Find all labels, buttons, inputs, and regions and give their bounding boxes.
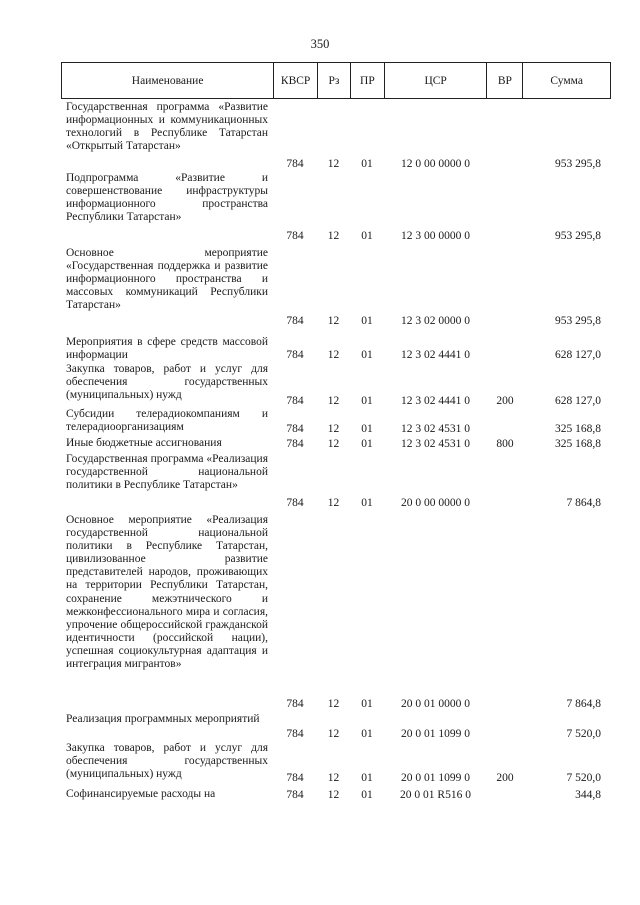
cell-kvsr: 784 <box>286 423 304 435</box>
row-name: Мероприятия в сфере средств массовой информации <box>66 336 268 362</box>
cell-rz: 12 <box>327 497 340 509</box>
row-name: Субсидии телерадиокомпаниям и телерадиоорганизациям <box>66 408 268 434</box>
table-header <box>61 62 611 99</box>
cell-sum: 628 127,0 <box>555 349 601 361</box>
table-row <box>61 408 611 436</box>
cell-csr: 20 0 01 R516 0 <box>400 789 471 801</box>
row-values <box>61 727 611 741</box>
row-values <box>61 771 611 785</box>
cell-csr: 20 0 01 1099 0 <box>401 772 470 784</box>
header-kvsr: КВСР <box>273 63 317 98</box>
cell-kvsr: 784 <box>286 158 304 170</box>
cell-pr: 01 <box>361 158 373 170</box>
cell-rz: 12 <box>327 349 340 361</box>
cell-sum: 953 295,8 <box>555 230 601 242</box>
cell-rz: 12 <box>327 395 340 407</box>
cell-rz: 12 <box>327 230 340 242</box>
cell-csr: 12 3 02 4531 0 <box>401 438 470 450</box>
cell-pr: 01 <box>361 395 373 407</box>
cell-csr: 12 0 00 0000 0 <box>401 158 470 170</box>
row-name: Софинансируемые расходы на <box>66 788 216 800</box>
cell-sum: 953 295,8 <box>555 315 601 327</box>
cell-csr: 20 0 01 0000 0 <box>401 698 470 710</box>
row-values <box>61 314 611 328</box>
cell-csr: 12 3 02 4441 0 <box>401 395 470 407</box>
cell-pr: 01 <box>361 772 373 784</box>
table-row <box>61 247 611 328</box>
header-pr: ПР <box>350 63 384 98</box>
cell-kvsr: 784 <box>286 497 304 509</box>
table-row <box>61 453 611 510</box>
table-row <box>61 101 611 171</box>
row-name: Реализация программных мероприятий <box>66 713 260 725</box>
row-values <box>61 394 611 408</box>
row-values <box>61 788 611 802</box>
row-values <box>61 697 611 711</box>
row-name: Иные бюджетные ассигнования <box>66 437 222 449</box>
table-row <box>61 713 611 741</box>
header-name: Наименование <box>131 74 204 87</box>
row-name: Государственная программа «Реализация государственной национальной политики в Республике Татарстан» <box>66 453 268 492</box>
cell-csr: 12 3 02 4441 0 <box>401 349 470 361</box>
cell-pr: 01 <box>361 438 373 450</box>
header-sum: Сумма <box>522 63 610 98</box>
row-values <box>61 422 611 436</box>
row-name: Государственная программа «Развитие информационных и коммуникационных технологий в Республике Татарстан «Открытый Татарстан» <box>66 101 268 153</box>
cell-rz: 12 <box>327 438 340 450</box>
cell-pr: 01 <box>361 315 373 327</box>
cell-csr: 20 0 01 1099 0 <box>401 728 470 740</box>
cell-pr: 01 <box>361 349 373 361</box>
row-values <box>61 157 611 171</box>
cell-vr: 800 <box>496 438 514 450</box>
cell-rz: 12 <box>327 158 340 170</box>
cell-sum: 325 168,8 <box>555 438 601 450</box>
header-rz: Рз <box>317 63 350 98</box>
cell-kvsr: 784 <box>286 772 304 784</box>
table-row <box>61 363 611 408</box>
row-name: Закупка товаров, работ и услуг для обеспечения государственных (муниципальных) нужд <box>66 363 268 402</box>
cell-sum: 7 864,8 <box>566 497 601 509</box>
cell-csr: 12 3 00 0000 0 <box>401 230 470 242</box>
cell-kvsr: 784 <box>286 728 304 740</box>
page-number: 350 <box>310 37 330 51</box>
cell-rz: 12 <box>327 772 340 784</box>
header-csr: ЦСР <box>384 63 487 98</box>
cell-rz: 12 <box>327 789 340 801</box>
table-row <box>61 514 611 711</box>
cell-rz: 12 <box>327 728 340 740</box>
cell-sum: 7 864,8 <box>566 698 601 710</box>
table-row <box>61 437 611 451</box>
cell-kvsr: 784 <box>286 230 304 242</box>
cell-rz: 12 <box>327 315 340 327</box>
cell-sum: 953 295,8 <box>555 158 601 170</box>
cell-csr: 12 3 02 0000 0 <box>401 315 470 327</box>
cell-sum: 628 127,0 <box>555 395 601 407</box>
header-vr: ВР <box>486 63 522 98</box>
cell-kvsr: 784 <box>286 698 304 710</box>
table-row <box>61 742 611 785</box>
row-values <box>61 348 611 362</box>
cell-rz: 12 <box>327 423 340 435</box>
cell-pr: 01 <box>361 698 373 710</box>
cell-pr: 01 <box>361 497 373 509</box>
cell-sum: 7 520,0 <box>566 728 601 740</box>
cell-sum: 325 168,8 <box>555 423 601 435</box>
table-row <box>61 788 611 802</box>
cell-vr: 200 <box>496 395 514 407</box>
cell-kvsr: 784 <box>286 789 304 801</box>
cell-sum: 7 520,0 <box>566 772 601 784</box>
cell-pr: 01 <box>361 789 373 801</box>
row-name: Основное мероприятие «Реализация государственной национальной политики в Республике Татарстан, цивилизованное развитие представителей народов, проживающих на территории Республики Татарстан, сохранение межэтнического и межконфессионального мира и согласия, упрочение общероссийской гражданской идентичности (российской нации), успешная социокультурная адаптация и интеграция мигрантов» <box>66 514 268 671</box>
row-name: Закупка товаров, работ и услуг для обеспечения государственных (муниципальных) нужд <box>66 742 268 781</box>
cell-vr: 200 <box>496 772 514 784</box>
cell-kvsr: 784 <box>286 315 304 327</box>
cell-kvsr: 784 <box>286 349 304 361</box>
row-name: Подпрограмма «Развитие и совершенствование инфраструктуры информационного пространства Республики Татарстан» <box>66 172 268 224</box>
cell-kvsr: 784 <box>286 438 304 450</box>
cell-kvsr: 784 <box>286 395 304 407</box>
cell-pr: 01 <box>361 423 373 435</box>
cell-csr: 12 3 02 4531 0 <box>401 423 470 435</box>
row-values <box>61 437 611 451</box>
cell-pr: 01 <box>361 728 373 740</box>
cell-csr: 20 0 00 0000 0 <box>401 497 470 509</box>
row-name: Основное мероприятие «Государственная поддержка и развитие информационного пространства и массовых коммуникаций Республики Татарстан» <box>66 247 268 312</box>
cell-rz: 12 <box>327 698 340 710</box>
row-values <box>61 496 611 510</box>
cell-pr: 01 <box>361 230 373 242</box>
table-row <box>61 172 611 243</box>
row-values <box>61 229 611 243</box>
cell-sum: 344,8 <box>575 789 601 801</box>
table-row <box>61 336 611 362</box>
